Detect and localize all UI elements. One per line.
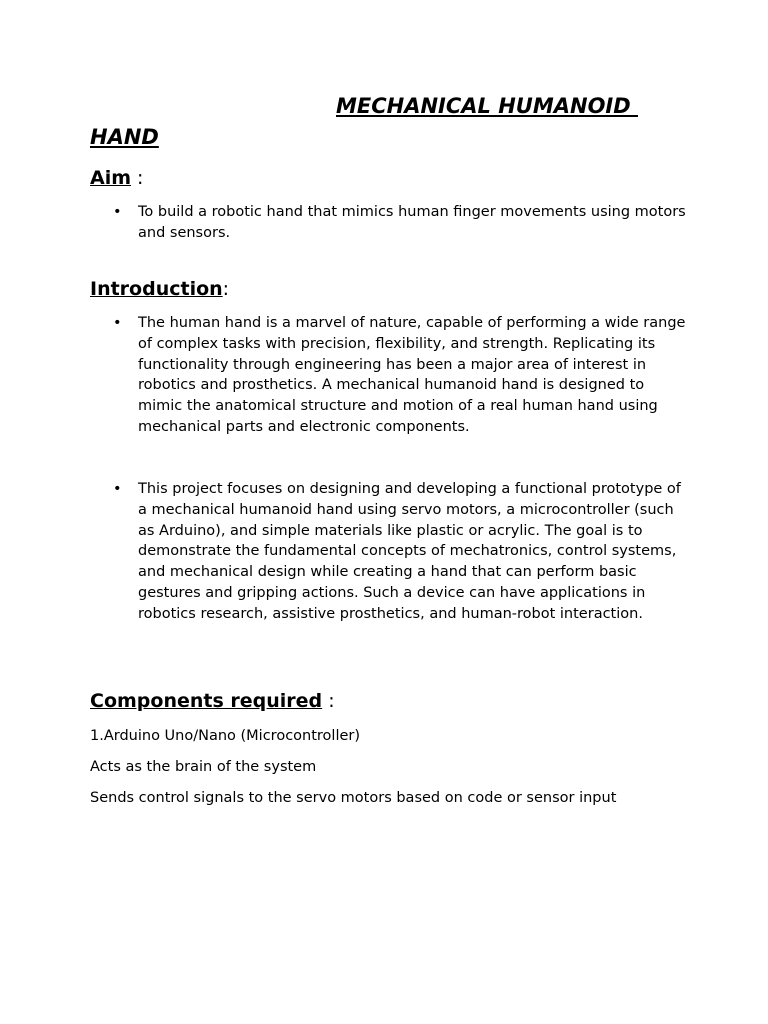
bullet-icon: • <box>113 481 122 497</box>
components-heading-colon: : <box>322 690 335 712</box>
aim-heading-colon: : <box>131 167 144 189</box>
document-title-line-1: MECHANICAL HUMANOID <box>336 94 638 118</box>
components-heading <box>90 689 335 713</box>
introduction-bullet-text: This project focuses on designing and developing a functional prototype of a mechanical humanoid hand using servo motors, a microcontroller (such as Arduino), and simple materials like plastic or acrylic. The goal is to demonstrate the fundamental concepts of mechatronics, control systems, and mechanical design while creating a hand that can perform basic gestures and gripping actions. Such a device can have applications in robotics research, assistive prosthetics, and human-robot interaction. <box>138 481 681 622</box>
introduction-bullet-text: The human hand is a marvel of nature, capable of performing a wide range of complex tasks with precision, flexibility, and strength. Replicating its functionality through engineering has been a major area of interest in robotics and prosthetics. A mechanical humanoid hand is designed to mimic the anatomical structure and motion of a real human hand using mechanical parts and electronic components. <box>138 315 686 435</box>
aim-bullet-text: To build a robotic hand that mimics human finger movements using motors and sensors. <box>138 204 686 241</box>
bullet-icon: • <box>113 315 122 331</box>
component-line: Sends control signals to the servo motors based on code or sensor input <box>90 790 617 806</box>
component-line: Acts as the brain of the system <box>90 759 317 775</box>
document-title-line-2: HAND <box>90 125 159 149</box>
component-line: 1.Arduino Uno/Nano (Microcontroller) <box>90 728 361 744</box>
introduction-heading-colon: : <box>222 278 230 300</box>
introduction-heading-text: Introduction <box>90 278 223 300</box>
aim-heading <box>90 166 143 190</box>
aim-heading-text: Aim <box>90 167 132 189</box>
bullet-icon: • <box>113 204 122 220</box>
components-heading-text: Components required <box>90 690 323 712</box>
introduction-heading <box>90 277 229 301</box>
